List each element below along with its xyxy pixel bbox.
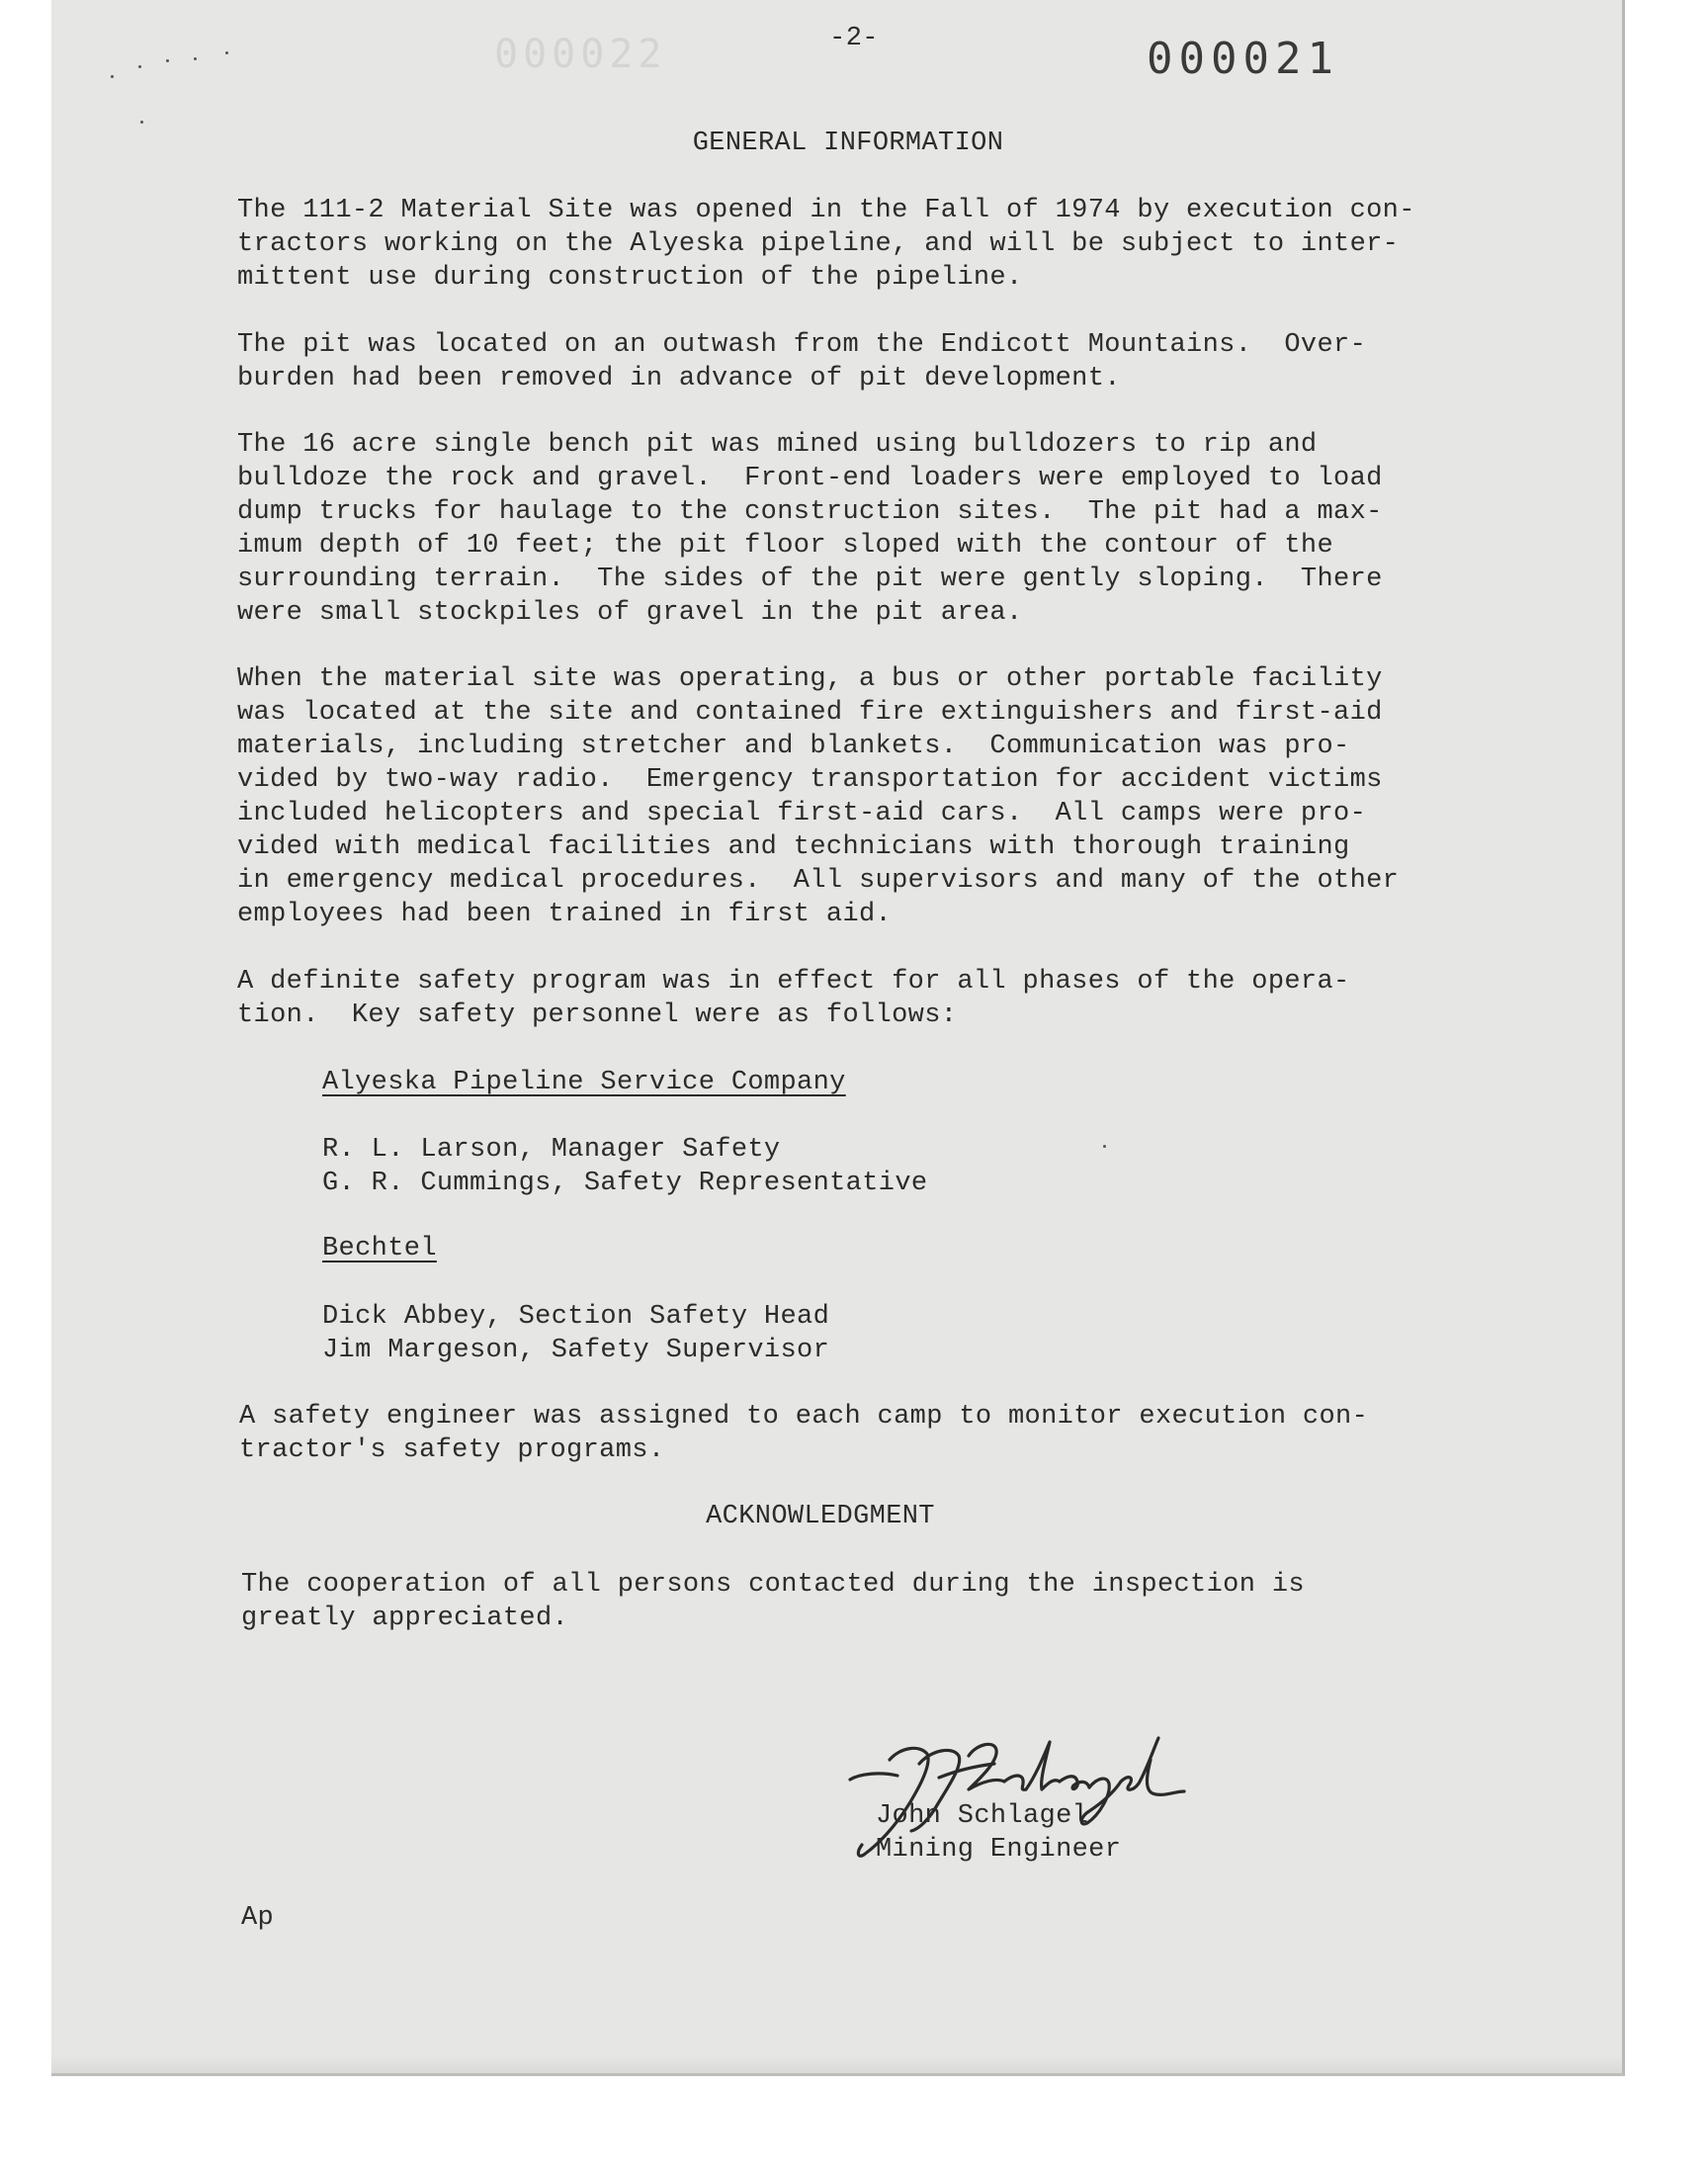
paper-speck [194,57,197,60]
paragraph-safety-engineer: A safety engineer was assigned to each camp to monitor execution con- tractor's safety programs. [239,1402,1369,1465]
paper-speck [225,51,228,54]
section-heading-acknowledgment: ACKNOWLEDGMENT [706,1502,935,1531]
paper-speck [111,75,114,78]
paragraph-safety-program: A definite safety program was in effect for all phases of the opera- tion. Key safety personnel were as follows: [237,967,1350,1030]
typist-initials: Ap [241,1903,275,1933]
paper-speck [166,59,169,62]
bechtel-safety-personnel: Dick Abbey, Section Safety Head Jim Margeson, Safety Supervisor [322,1302,830,1365]
signatory-name: John Schlagel [876,1801,1089,1831]
paper-speck [138,65,141,68]
paper-speck [1103,1145,1106,1148]
paragraph-mining-method: The 16 acre single bench pit was mined using bulldozers to rip and bulldoze the rock and gravel. Front-end loaders were employed to load dump trucks for haulage to the construction sites. The pit had a max- imum depth of 10 feet; the pit floor sloped with the contour of the surrounding terrain. The sides of the pit were gently sloping. There were small stockpiles of gravel in the pit area. [237,430,1383,628]
company-heading-alyeska: Alyeska Pipeline Service Company [322,1068,846,1097]
section-heading-general-information: GENERAL INFORMATION [692,129,1004,158]
document-number-stamp: 000021 [1147,34,1339,84]
paragraph-acknowledgment: The cooperation of all persons contacted during the inspection is greatly appreciated. [241,1570,1305,1633]
bleed-through-number: 000022 [494,32,667,77]
paragraph-site-opening: The 111-2 Material Site was opened in the Fall of 1974 by execution con- tractors working on the Alyeska pipeline, and will be subject to inter- mittent use during construction of the pipeline. [237,196,1415,293]
paragraph-emergency-facilities: When the material site was operating, a bus or other portable facility was located at the site and contained fire extinguishers and first-aid materials, including stretcher and blankets. Communication was pro- vided by two-way radio. Emergency transportation for accident victims included helicopters and special first-aid cars. All camps were pro- vided with medical facilities and technicians with thorough training in emergency medical procedures. All supervisors and many of the other employees had been trained in first aid. [237,664,1400,929]
company-heading-bechtel: Bechtel [322,1234,437,1263]
signatory-title: Mining Engineer [876,1835,1122,1865]
alyeska-safety-personnel: R. L. Larson, Manager Safety G. R. Cummings, Safety Representative [322,1135,928,1198]
paragraph-pit-location: The pit was located on an outwash from the Endicott Mountains. Over- burden had been removed in advance of pit development. [237,330,1367,393]
page-number: -2- [829,24,879,53]
paper-speck [140,121,143,124]
